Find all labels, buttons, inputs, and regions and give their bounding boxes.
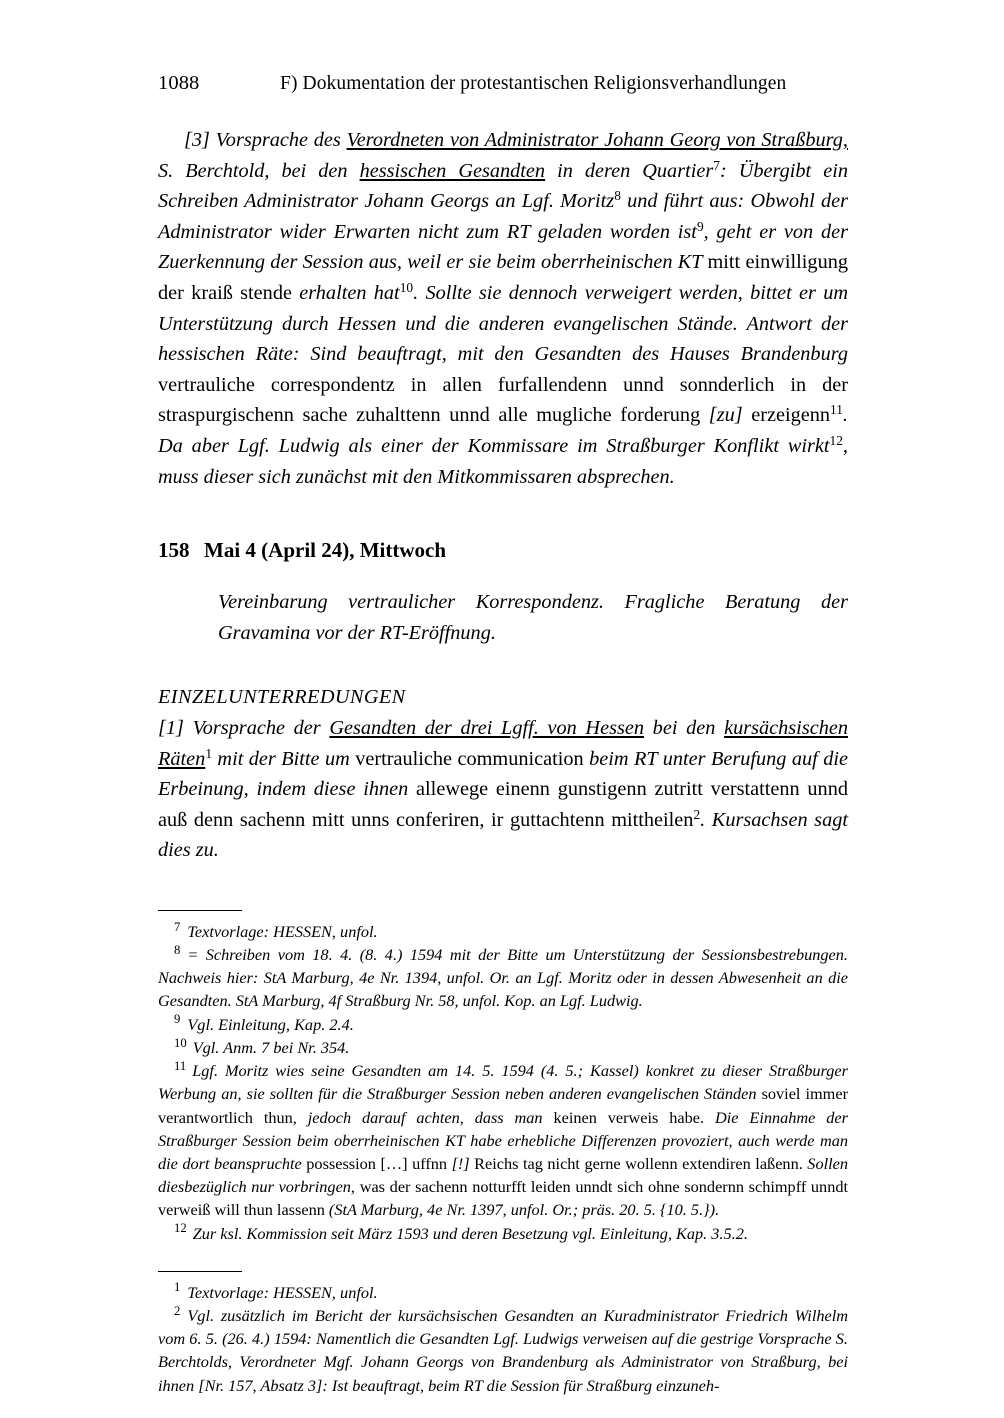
footnote-marker: 8 — [174, 942, 181, 957]
footnote-list-first — [158, 920, 848, 1245]
footnote-text-run: Vgl. Anm. 7 bei Nr. 354. — [192, 1037, 350, 1057]
paragraph-3-source-a: Verordneten von Administrator Johann Georg von Straßburg, — [346, 129, 849, 151]
footnote-item — [158, 1304, 848, 1397]
footnote-text-run: = Schreiben vom 18. 4. (8. 4.) 1594 mit der Bitte um Unterstützung der Sessionsbestrebungen. Nachweis hier: StA Marburg, 4e Nr. 1394, unfol. Or. an Lgf. Moritz oder in dessen Abwesenheit an die Gesandten. StA Marburg, 4f Straßburg Nr. 58, unfol. Kop. an Lgf. Ludwig. — [158, 945, 848, 1011]
footnote-text-run: Reichs tag nicht gerne wollenn extendiren laßenn. — [469, 1153, 808, 1173]
footnote-item — [158, 1222, 848, 1245]
footnote-text-run: Die Einnahme der Straßburger Session beim oberrheinischen KT habe erhebliche Differenzen provoziert, auch werde man die dort beanspruchte — [158, 1107, 848, 1173]
paragraph-1 — [158, 713, 848, 866]
footnote-ref-9[interactable]: 9 — [696, 218, 704, 234]
running-header — [158, 72, 848, 95]
footnote-marker: 11 — [174, 1058, 187, 1073]
footnote-text-run: Vgl. zusätzlich im Bericht der kursächsischen Gesandten an Kuradministrator Friedrich Wilhelm vom 6. 5. (26. 4.) 1594: Namentlich die Gesandten Lgf. Ludwigs verweisen auf die gestrige Vorsprache S. Berchtolds, Verordneter Mgf. Johann Georgs von Brandenburg als Administrator von Straßburg, bei ihnen [Nr. 157, Absatz 3]: Ist beauftragt, beim RT die Session für Straßburg einzuneh- — [158, 1305, 848, 1395]
footnote-item — [158, 920, 848, 943]
entry-heading — [158, 538, 848, 563]
footnote-text-run: soviel immer verantwortlich thun, — [158, 1084, 848, 1127]
paragraph-3-text-a: : Übergibt ein Schreiben Administrator Johann Georgs an Lgf. Moritz — [158, 159, 848, 213]
page-number: 1088 — [158, 72, 200, 94]
footnote-marker: 1 — [174, 1280, 181, 1295]
paragraph-1-lead: Vorsprache der — [192, 716, 330, 739]
paragraph-1-text-b: beim RT unter Berufung auf die Erbeinung, indem diese ihnen — [158, 747, 848, 801]
paragraph-1-text-c: . Kursachsen sagt dies zu. — [158, 808, 848, 862]
paragraph-1-quote-a: vertrauliche communication — [355, 747, 590, 770]
footnote-item — [158, 943, 848, 1013]
paragraph-3-text-c: , geht er von der Zuerkennung der Session aus, weil er sie beim oberrheinischen KT — [158, 220, 849, 274]
footnote-marker: 2 — [174, 1303, 181, 1318]
running-title: F) Dokumentation der protestantischen Religionsverhandlungen — [280, 73, 787, 94]
footnote-marker: 9 — [174, 1012, 181, 1027]
footnote-marker: 12 — [174, 1221, 187, 1236]
paragraph-3-text-b: und führt aus: Obwohl der Administrator wider Erwarten nicht zum RT geladen worden ist — [158, 190, 848, 243]
footnote-text-run: Zur ksl. Kommission seit März 1593 und deren Besetzung vgl. Einleitung, Kap. 3.5.2. — [192, 1223, 748, 1243]
page-content — [158, 72, 848, 1397]
footnote-separator-rule — [158, 1271, 242, 1272]
footnote-text-run: possession […] uffnn — [306, 1153, 452, 1173]
paragraph-3-quote-b: vertrauliche correspondentz in allen furfallendenn unnd sonnderlich in der straspurgischenn sache zuhalttenn unnd alle mugliche forderung — [158, 373, 848, 427]
footnote-text-run: jedoch darauf achten, dass man — [307, 1107, 554, 1127]
footnote-text-run: keinen verweis habe. — [553, 1107, 715, 1127]
footnote-ref-7[interactable]: 7 — [713, 157, 720, 173]
paragraph-3 — [158, 125, 848, 492]
footnote-text-run: Lgf. Moritz wies seine Gesandten am 14. 5. 1594 (4. 5.; Kassel) konkret zu dieser Straßburger Werbung an, sie sollten für die Straßburger Session neben anderen evangelischen Ständen — [158, 1061, 848, 1104]
paragraph-3-editorial-insert: [zu] — [708, 404, 743, 427]
paragraph-3-quote-a: mitt einwilligung der kraiß stende — [158, 251, 848, 304]
paragraph-3-text-f: . Da aber Lgf. Ludwig als einer der Kommissare im Straßburger Konflikt wirkt — [158, 404, 848, 457]
footnote-ref-11[interactable]: 11 — [830, 402, 843, 418]
footnote-item — [158, 1281, 848, 1304]
paragraph-1-source-a: Gesandten der drei Lgff. von Hessen — [329, 716, 645, 739]
footnote-item — [158, 1013, 848, 1036]
footnote-marker: 7 — [174, 919, 181, 934]
paragraph-1-text-a: mit der Bitte um — [212, 747, 356, 770]
footnote-ref-1[interactable]: 1 — [205, 745, 212, 761]
entry-regest: Vereinbarung vertraulicher Korrespondenz. Fragliche Beratung der Gravamina vor der RT-Eröffnung. — [218, 591, 848, 644]
paragraph-3-source-b: hessischen Gesandten — [359, 159, 546, 182]
footnote-ref-8[interactable]: 8 — [614, 188, 621, 204]
paragraph-3-label: [3] — [184, 129, 216, 151]
footnote-item — [158, 1036, 848, 1059]
footnote-ref-2[interactable]: 2 — [693, 806, 701, 822]
paragraph-1-mid-a: bei den — [644, 716, 725, 739]
footnote-text-run: [!] — [451, 1153, 470, 1173]
entry-date: Mai 4 (April 24), Mittwoch — [204, 538, 447, 563]
footnote-item — [158, 1059, 848, 1221]
footnote-text-run: was der sachenn notturfft leiden unndt sich ohne sondernn schimpff unndt verweiß will thun lassenn — [158, 1177, 849, 1220]
footnote-text-run: Vgl. Einleitung, Kap. 2.4. — [187, 1014, 354, 1034]
footnote-text-run: (StA Marburg, 4e Nr. 1397, unfol. Or.; präs. 20. 5. {10. 5.}). — [328, 1200, 720, 1220]
footnote-ref-10[interactable]: 10 — [399, 280, 414, 296]
footnote-block-first — [158, 910, 848, 1245]
paragraph-1-label: [1] — [158, 716, 193, 739]
entry-number: 158 — [158, 538, 190, 563]
footnote-text-run: Textvorlage: HESSEN, unfol. — [187, 921, 378, 941]
paragraph-1-quote-b: allewege einenn gunstigenn zutritt verstattenn unnd auß denn sachenn mitt unns conferiren, ir guttachtenn mittheilen — [158, 778, 848, 831]
paragraph-3-text-g: , muss dieser sich zunächst mit den Mitkommissaren absprechen. — [158, 434, 848, 488]
paragraph-3-lead: Vorsprache des — [215, 129, 347, 151]
footnote-text-run: Sollen diesbezüglich nur vorbringen, — [158, 1153, 848, 1197]
paragraph-3-mid-b: in deren Quartier — [545, 159, 714, 182]
footnote-text-run: Textvorlage: HESSEN, unfol. — [187, 1282, 378, 1302]
section-subheading: EINZELUNTERREDUNGEN — [158, 686, 406, 709]
footnote-marker: 10 — [174, 1035, 187, 1050]
paragraph-1-source-b: kursächsischen Räten — [158, 716, 848, 770]
footnote-block-second — [158, 1271, 848, 1397]
footnote-list-second — [158, 1281, 848, 1397]
footnote-ref-12[interactable]: 12 — [829, 432, 843, 448]
paragraph-3-text-e: . Sollte sie dennoch verweigert werden, bittet er um Unterstützung durch Hessen und die anderen evangelischen Stände. Antwort der hessischen Räte: Sind beauftragt, mit den Gesandten des Hauses Brandenburg — [158, 281, 849, 366]
paragraph-3-mid-a: S. Berchtold, bei den — [158, 159, 360, 182]
footnote-separator-rule — [158, 910, 242, 911]
paragraph-3-quote-b2: erzeigenn — [742, 404, 831, 427]
paragraph-3-text-d: erhalten hat — [299, 281, 400, 304]
